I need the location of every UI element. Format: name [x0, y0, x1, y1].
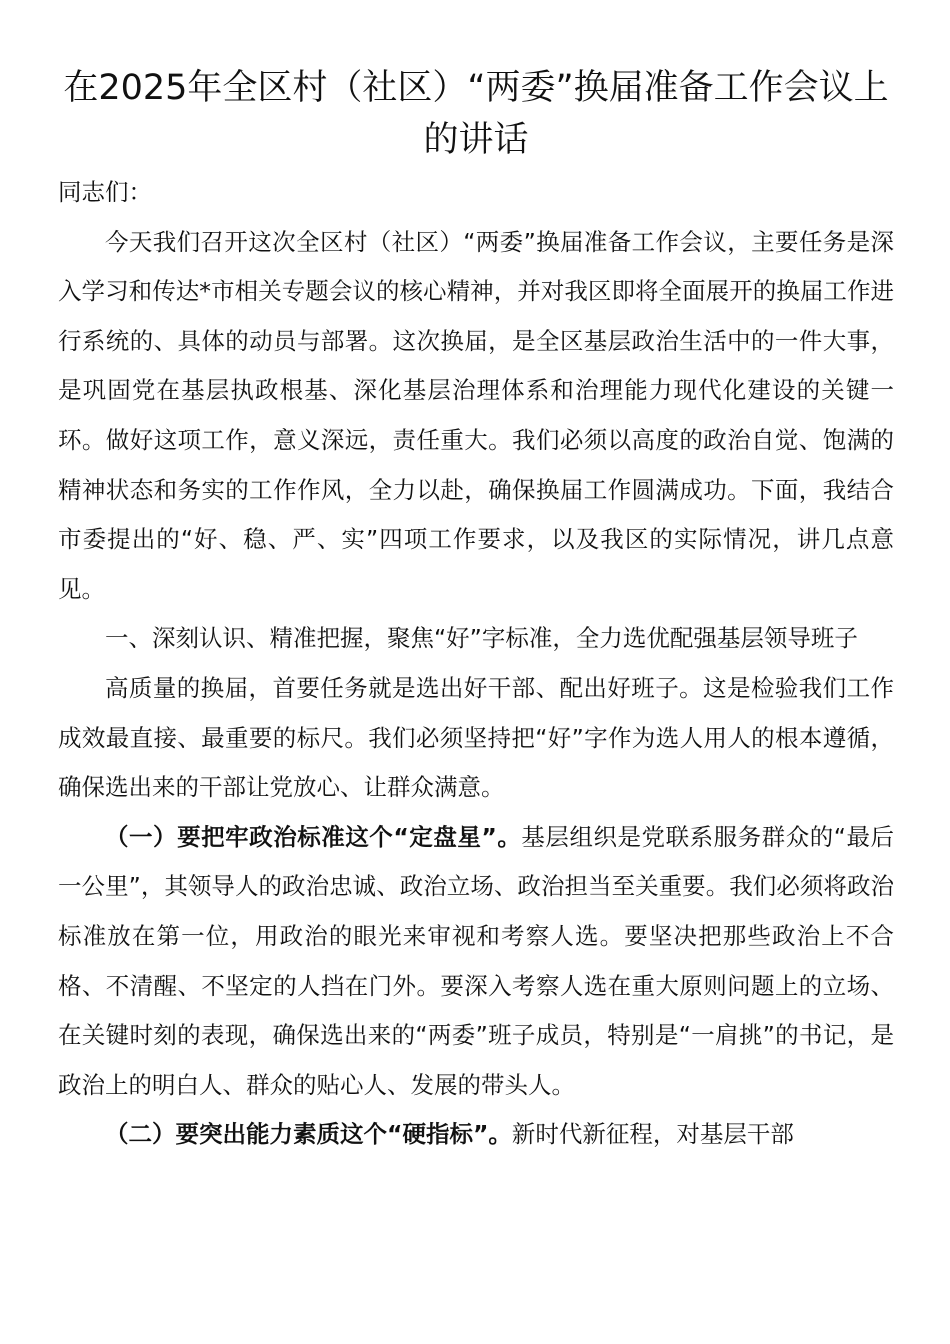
salutation: 同志们： — [58, 178, 152, 206]
section-1-heading: 一、深刻认识、精准把握，聚焦“好”字标准，全力选优配强基层领导班子 — [105, 624, 858, 653]
point-2-body: 新时代新征程，对基层干部 — [511, 1120, 794, 1149]
document-page — [58, 62, 894, 1160]
section-1-intro: 高质量的换届，首要任务就是选出好干部、配出好班子。这是检验我们工作成效最直接、最重要的标尺。我们必须坚持把“好”字作为选人用人的根本遵循，确保选出来的干部让党放心、让群众满意。 — [58, 673, 894, 802]
point-2-title: （二）要突出能力素质这个“硬指标”。 — [105, 1120, 512, 1149]
point-1-body: 基层组织是党联系服务群众的“最后一公里”，其领导人的政治忠诚、政治立场、政治担当至关重要。我们必须将政治标准放在第一位，用政治的眼光来审视和考察人选。要坚决把那些政治上不合格、不清醒、不坚定的人挡在门外。要深入考察人选在重大原则问题上的立场、在关键时刻的表现，确保选出来的“两委”班子成员，特别是“一肩挑”的书记，是政治上的明白人、群众的贴心人、发展的带头人。 — [58, 822, 894, 1099]
point-1-paragraph — [58, 813, 894, 1111]
point-1-title: （一）要把牢政治标准这个“定盘星”。 — [105, 822, 522, 851]
intro-paragraph: 今天我们召开这次全区村（社区）“两委”换届准备工作会议，主要任务是深入学习和传达*市相关专题会议的核心精神，并对我区即将全面展开的换届工作进行系统的、具体的动员与部署。这次换届，是全区基层政治生活中的一件大事，是巩固党在基层执政根基、深化基层治理体系和治理能力现代化建设的关键一环。做好这项工作，意义深远，责任重大。我们必须以高度的政治自觉、饱满的精神状态和务实的工作作风，全力以赴，确保换届工作圆满成功。下面，我结合市委提出的“好、稳、严、实”四项工作要求，以及我区的实际情况，讲几点意见。 — [58, 227, 894, 603]
point-2-paragraph — [58, 1110, 894, 1160]
page-title: 在2025年全区村（社区）“两委”换届准备工作会议上的讲话 — [63, 68, 889, 160]
